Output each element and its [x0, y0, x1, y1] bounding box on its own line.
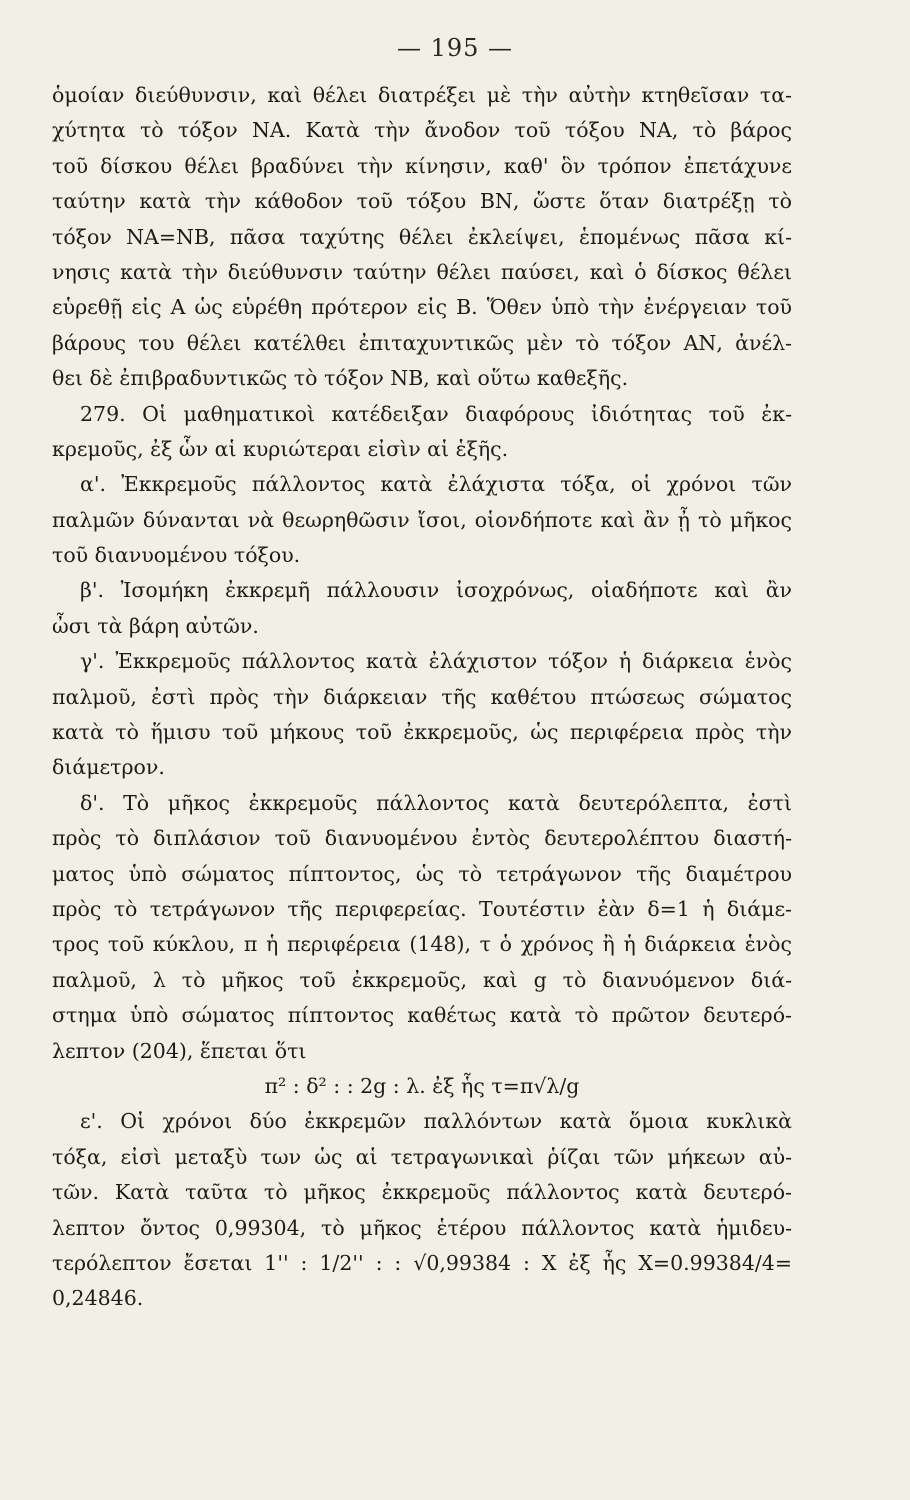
text-line: κρεμοῦς, ἐξ ὧν αἱ κυριώτεραι εἰσὶν αἱ ἑξῆς.	[52, 436, 509, 461]
text-line: χύτητα τὸ τόξον ΝΑ. Κατὰ τὴν ἄνοδον τοῦ τόξου ΝΑ, τὸ βάρος	[52, 118, 792, 143]
text-line: γ'. Ἐκκρεμοῦς πάλλοντος κατὰ ἐλάχιστον τόξον ἡ διάρκεια ἑνὸς	[80, 649, 792, 674]
body-text	[52, 78, 792, 1317]
text-line: ε'. Οἱ χρόνοι δύο ἐκκρεμῶν παλλόντων κατὰ ὅμοια κυκλικὰ	[80, 1109, 792, 1134]
text-line: παλμοῦ, ἐστὶ πρὸς τὴν διάρκειαν τῆς καθέτου πτώσεως σώματος	[52, 684, 792, 709]
text-line: ταύτην κατὰ τὴν κάθοδον τοῦ τόξου ΒΝ, ὥστε ὅταν διατρέξῃ τὸ	[52, 189, 792, 214]
text-line: λεπτον (204), ἕπεται ὅτι	[52, 1038, 307, 1063]
text-line: τῶν. Κατὰ ταῦτα τὸ μῆκος ἐκκρεμοῦς πάλλοντος κατὰ δευτερό-	[52, 1180, 792, 1205]
text-line: δ'. Τὸ μῆκος ἐκκρεμοῦς πάλλοντος κατὰ δευτερόλεπτα, ἐστὶ	[80, 790, 792, 815]
text-line: τοῦ διανυομένου τόξου.	[52, 543, 301, 568]
text-line: τοῦ δίσκου θέλει βραδύνει τὴν κίνησιν, καθ' ὃν τρόπον ἐπετάχυνε	[52, 153, 792, 178]
text-line: λεπτον ὄντος 0,99304, τὸ μῆκος ἑτέρου πάλλοντος κατὰ ἡμιδευ-	[52, 1215, 792, 1240]
text-line: 279. Οἱ μαθηματικοὶ κατέδειξαν διαφόρους ἰδιότητας τοῦ ἐκ-	[80, 401, 792, 426]
text-line: α'. Ἐκκρεμοῦς πάλλοντος κατὰ ἐλάχιστα τόξα, οἱ χρόνοι τῶν	[80, 472, 792, 497]
text-line: κατὰ τὸ ἥμισυ τοῦ μήκους τοῦ ἐκκρεμοῦς, ὡς περιφέρεια πρὸς τὴν	[52, 720, 792, 745]
text-line: τρος τοῦ κύκλου, π ἡ περιφέρεια (148), τ ὁ χρόνος ἢ ἡ διάρκεια ἑνὸς	[52, 932, 792, 957]
text-line: τόξα, εἰσὶ μεταξὺ των ὡς αἱ τετραγωνικαὶ ῥίζαι τῶν μήκεων αὐ-	[52, 1144, 792, 1169]
text-line: ὦσι τὰ βάρη αὐτῶν.	[52, 613, 259, 638]
text-line: πρὸς τὸ τετράγωνον τῆς περιφερείας. Τουτέστιν ἐὰν δ=1 ἡ διάμε-	[52, 896, 792, 921]
text-line: εὑρεθῇ εἰς Α ὡς εὑρέθη πρότερον εἰς Β. Ὅθεν ὑπὸ τὴν ἐνέργειαν τοῦ	[52, 295, 792, 320]
text-line: στημα ὑπὸ σώματος πίπτοντος καθέτως κατὰ τὸ πρῶτον δευτερό-	[52, 1003, 792, 1028]
text-line: παλμῶν δύνανται νὰ θεωρηθῶσιν ἴσοι, οἱονδήποτε καὶ ἂν ᾖ τὸ μῆκος	[52, 507, 792, 532]
text-line: ὁμοίαν διεύθυνσιν, καὶ θέλει διατρέξει μὲ τὴν αὐτὴν κτηθεῖσαν τα-	[52, 83, 792, 107]
text-line: τόξον ΝΑ=ΝΒ, πᾶσα ταχύτης θέλει ἐκλείψει, ἑπομένως πᾶσα κί-	[52, 224, 792, 249]
text-line: πρὸς τὸ διπλάσιον τοῦ διανυομένου ἐντὸς δευτερολέπτου διαστή-	[52, 826, 792, 851]
text-line: βάρους του θέλει κατέλθει ἐπιταχυντικῶς μὲν τὸ τόξον ΑΝ, ἀνέλ-	[52, 330, 792, 355]
text-line: νησις κατὰ τὴν διεύθυνσιν ταύτην θέλει παύσει, καὶ ὁ δίσκος θέλει	[52, 259, 792, 284]
page-number: — 195 —	[396, 34, 514, 62]
text-line: β'. Ἰσομήκη ἐκκρεμῆ πάλλουσιν ἰσοχρόνως, οἱαδήποτε καὶ ἂν	[80, 578, 792, 603]
text-line: παλμοῦ, λ τὸ μῆκος τοῦ ἐκκρεμοῦς, καὶ g τὸ διανυόμενον διά-	[52, 967, 792, 992]
text-line: π² : δ² : : 2g : λ. ἐξ ἧς τ=π√λ/g	[264, 1073, 580, 1098]
text-line: διάμετρον.	[52, 755, 165, 780]
text-line: τερόλεπτον ἔσεται 1'' : 1/2'' : : √0,99384 : Χ ἐξ ἧς Χ=0.99384/4=	[52, 1250, 792, 1275]
text-line: θει δὲ ἐπιβραδυντικῶς τὸ τόξον ΝΒ, καὶ οὕτω καθεξῆς.	[52, 366, 629, 391]
text-line: 0,24846.	[52, 1286, 144, 1311]
text-line: ματος ὑπὸ σώματος πίπτοντος, ὡς τὸ τετράγωνον τῆς διαμέτρου	[52, 861, 792, 886]
